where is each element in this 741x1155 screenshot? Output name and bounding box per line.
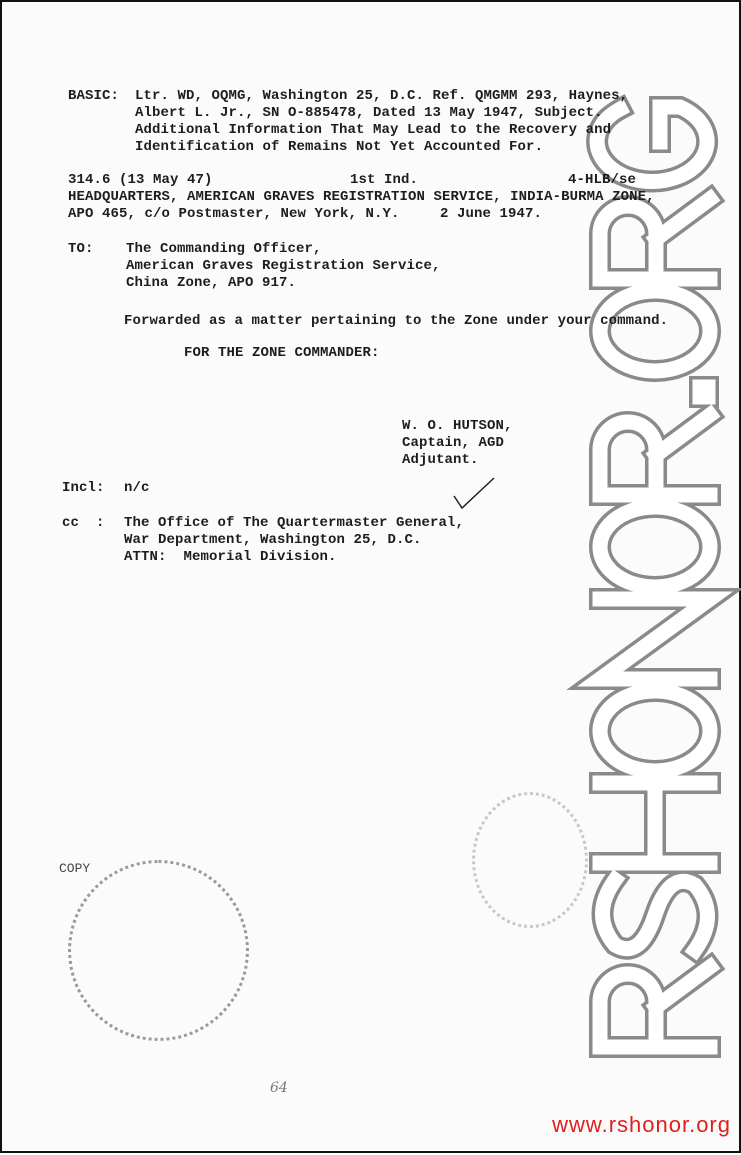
basic-line: Additional Information That May Lead to the Recovery and <box>135 122 612 138</box>
to-label: TO: <box>68 241 94 257</box>
incl-label: Incl: <box>62 480 105 496</box>
basic-label: BASIC: <box>68 88 120 104</box>
apo-line: APO 465, c/o Postmaster, New York, N.Y. <box>68 206 400 222</box>
to-line: The Commanding Officer, <box>126 241 322 257</box>
signature-title: Adjutant. <box>402 452 479 468</box>
to-line: American Graves Registration Service, <box>126 258 441 274</box>
cc-label: cc : <box>62 515 105 531</box>
basic-line: Albert L. Jr., SN O-885478, Dated 13 May 1947, Subject. <box>135 105 603 121</box>
signature-name: W. O. HUTSON, <box>402 418 513 434</box>
incl-value: n/c <box>124 480 150 496</box>
file-reference: 314.6 (13 May 47) <box>68 172 213 188</box>
headquarters-line: HEADQUARTERS, AMERICAN GRAVES REGISTRATION SERVICE, INDIA-BURMA ZONE, <box>68 189 655 205</box>
website-url: www.rshonor.org <box>552 1112 731 1137</box>
indorsement-date: 2 June 1947. <box>440 206 543 222</box>
basic-line: Ltr. WD, OQMG, Washington 25, D.C. Ref. QMGMM 293, Haynes, <box>135 88 629 104</box>
cc-line: The Office of The Quartermaster General, <box>124 515 465 531</box>
for-commander-line: FOR THE ZONE COMMANDER: <box>184 345 380 361</box>
cc-line: ATTN: Memorial Division. <box>124 549 337 565</box>
page-number: 64 <box>270 1080 288 1096</box>
signature-rank: Captain, AGD <box>402 435 505 451</box>
office-code: 4-HLB/se <box>568 172 637 188</box>
cc-line: War Department, Washington 25, D.C. <box>124 532 422 548</box>
indorsement-number: 1st Ind. <box>350 172 419 188</box>
to-line: China Zone, APO 917. <box>126 275 297 291</box>
body-text: Forwarded as a matter pertaining to the Zone under your command. <box>124 313 669 329</box>
copy-mark: COPY <box>59 861 91 876</box>
basic-line: Identification of Remains Not Yet Accounted For. <box>135 139 544 155</box>
